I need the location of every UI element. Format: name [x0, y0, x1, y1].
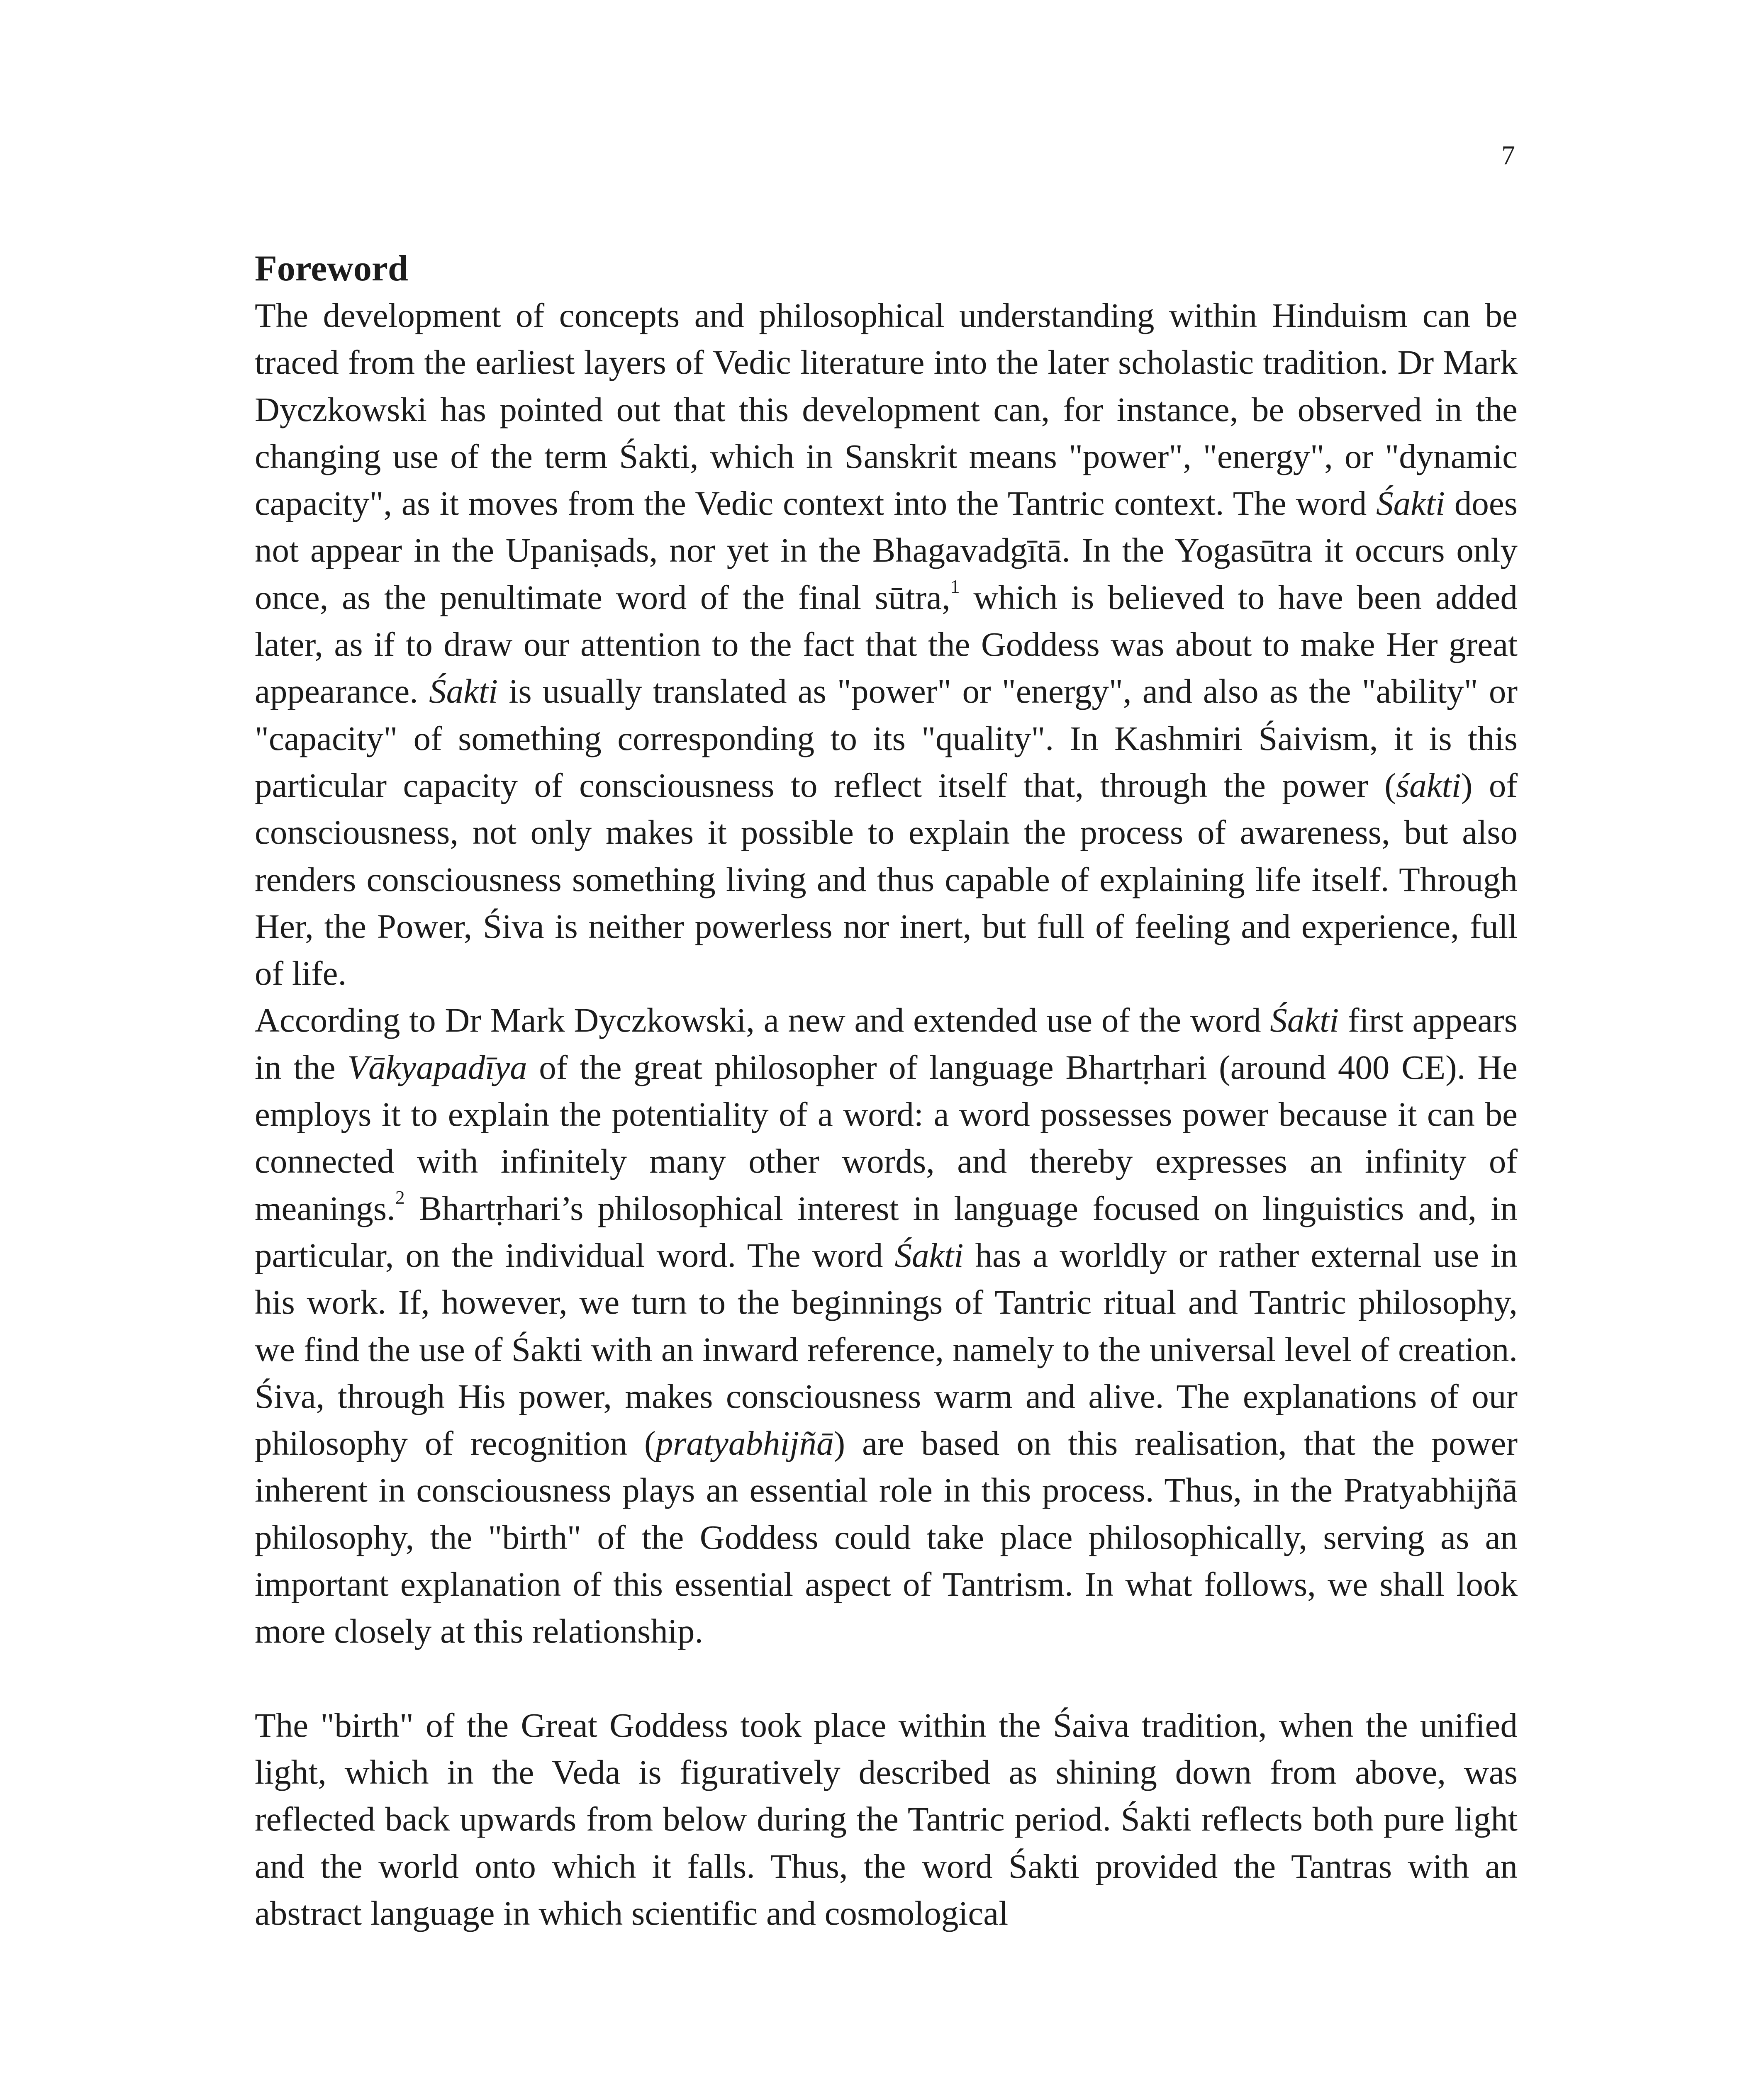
footnote-reference: 2: [395, 1186, 405, 1208]
paragraph: [255, 997, 1518, 1655]
italic-term: pratyabhijñā: [655, 1424, 834, 1463]
text-run: According to Dr Mark Dyczkowski, a new and extended use of the word: [255, 1001, 1270, 1039]
text-run: ) of consciousness, not only makes it possible to explain the process of awareness, but also renders consciousness something living and thus capable of explaining life itself. Through Her, the Power, Śiva is neither powerless nor inert, but full of feeling and experience, full of life.: [255, 766, 1518, 993]
italic-term: Śakti: [894, 1236, 964, 1274]
italic-term: Vākyapadīya: [347, 1048, 527, 1086]
italic-term: Śakti: [1270, 1001, 1339, 1039]
text-run: The development of concepts and philosophical understanding within Hinduism can be traced from the earliest layers of Vedic literature into the later scholastic tradition. Dr Mark Dyczkowski has pointed out that this development can, for instance, be observed in the changing use of the term Śakti, which in Sanskrit means "power", "energy", or "dynamic capacity", as it moves from the Vedic context into the Tantric context. The word: [255, 296, 1518, 523]
text-run: of the great philosopher of language Bhartṛhari (around 400 CE). He employs it to explain the potentiality of a word: a word possesses power because it can be connected with infinitely many other words, and thereby expresses an infinity of meanings.: [255, 1048, 1518, 1227]
paragraph: [255, 292, 1518, 997]
paragraph: [255, 1702, 1518, 1937]
italic-term: śakti: [1396, 766, 1461, 804]
main-text: [255, 246, 1518, 1937]
text-run: ) are based on this realisation, that the power inherent in consciousness plays an essential role in this process. Thus, in the Pratyabhijñā philosophy, the "birth" of the Goddess could take place philosophically, serving as an important explanation of this essential aspect of Tantrism. In what follows, we shall look more closely at this relationship.: [255, 1424, 1518, 1650]
text-run: which is believed to have been added later, as if to draw our attention to the fact that the Goddess was about to make Her great appearance.: [255, 578, 1518, 711]
page-number: 7: [1501, 140, 1515, 170]
text-run: Bhartṛhari’s philosophical interest in language focused on linguistics and, in particular, on the individual word. The word: [255, 1189, 1518, 1274]
italic-term: Śakti: [429, 672, 498, 711]
text-run: is usually translated as "power" or "energy", and also as the "ability" or "capacity" of something corresponding to its "quality". In Kashmiri Śaivism, it is this particular capacity of consciousness to reflect itself that, through the power (: [255, 672, 1518, 804]
text-run: has a worldly or rather external use in his work. If, however, we turn to the beginnings of Tantric ritual and Tantric philosophy, we find the use of Śakti with an inward reference, namely to the universal level of creation. Śiva, through His power, makes consciousness warm and alive. The explanations of our philosophy of recognition (: [255, 1236, 1518, 1463]
text-run: does not appear in the Upaniṣads, nor yet in the Bhagavadgītā. In the Yogasūtra it occurs only once, as the penultimate word of the final sūtra,: [255, 484, 1518, 616]
text-run: first appears in the: [255, 1001, 1518, 1086]
footnote-reference: 1: [950, 575, 960, 597]
italic-term: Śakti: [1376, 484, 1445, 523]
text-run: The "birth" of the Great Goddess took place within the Śaiva tradition, when the unified light, which in the Veda is figuratively described as shining down from above, was reflected back upwards from below during the Tantric period. Śakti reflects both pure light and the world onto which it falls. Thus, the word Śakti provided the Tantras with an abstract language in which scientific and cosmological: [255, 1706, 1518, 1932]
section-heading: Foreword: [255, 248, 408, 289]
